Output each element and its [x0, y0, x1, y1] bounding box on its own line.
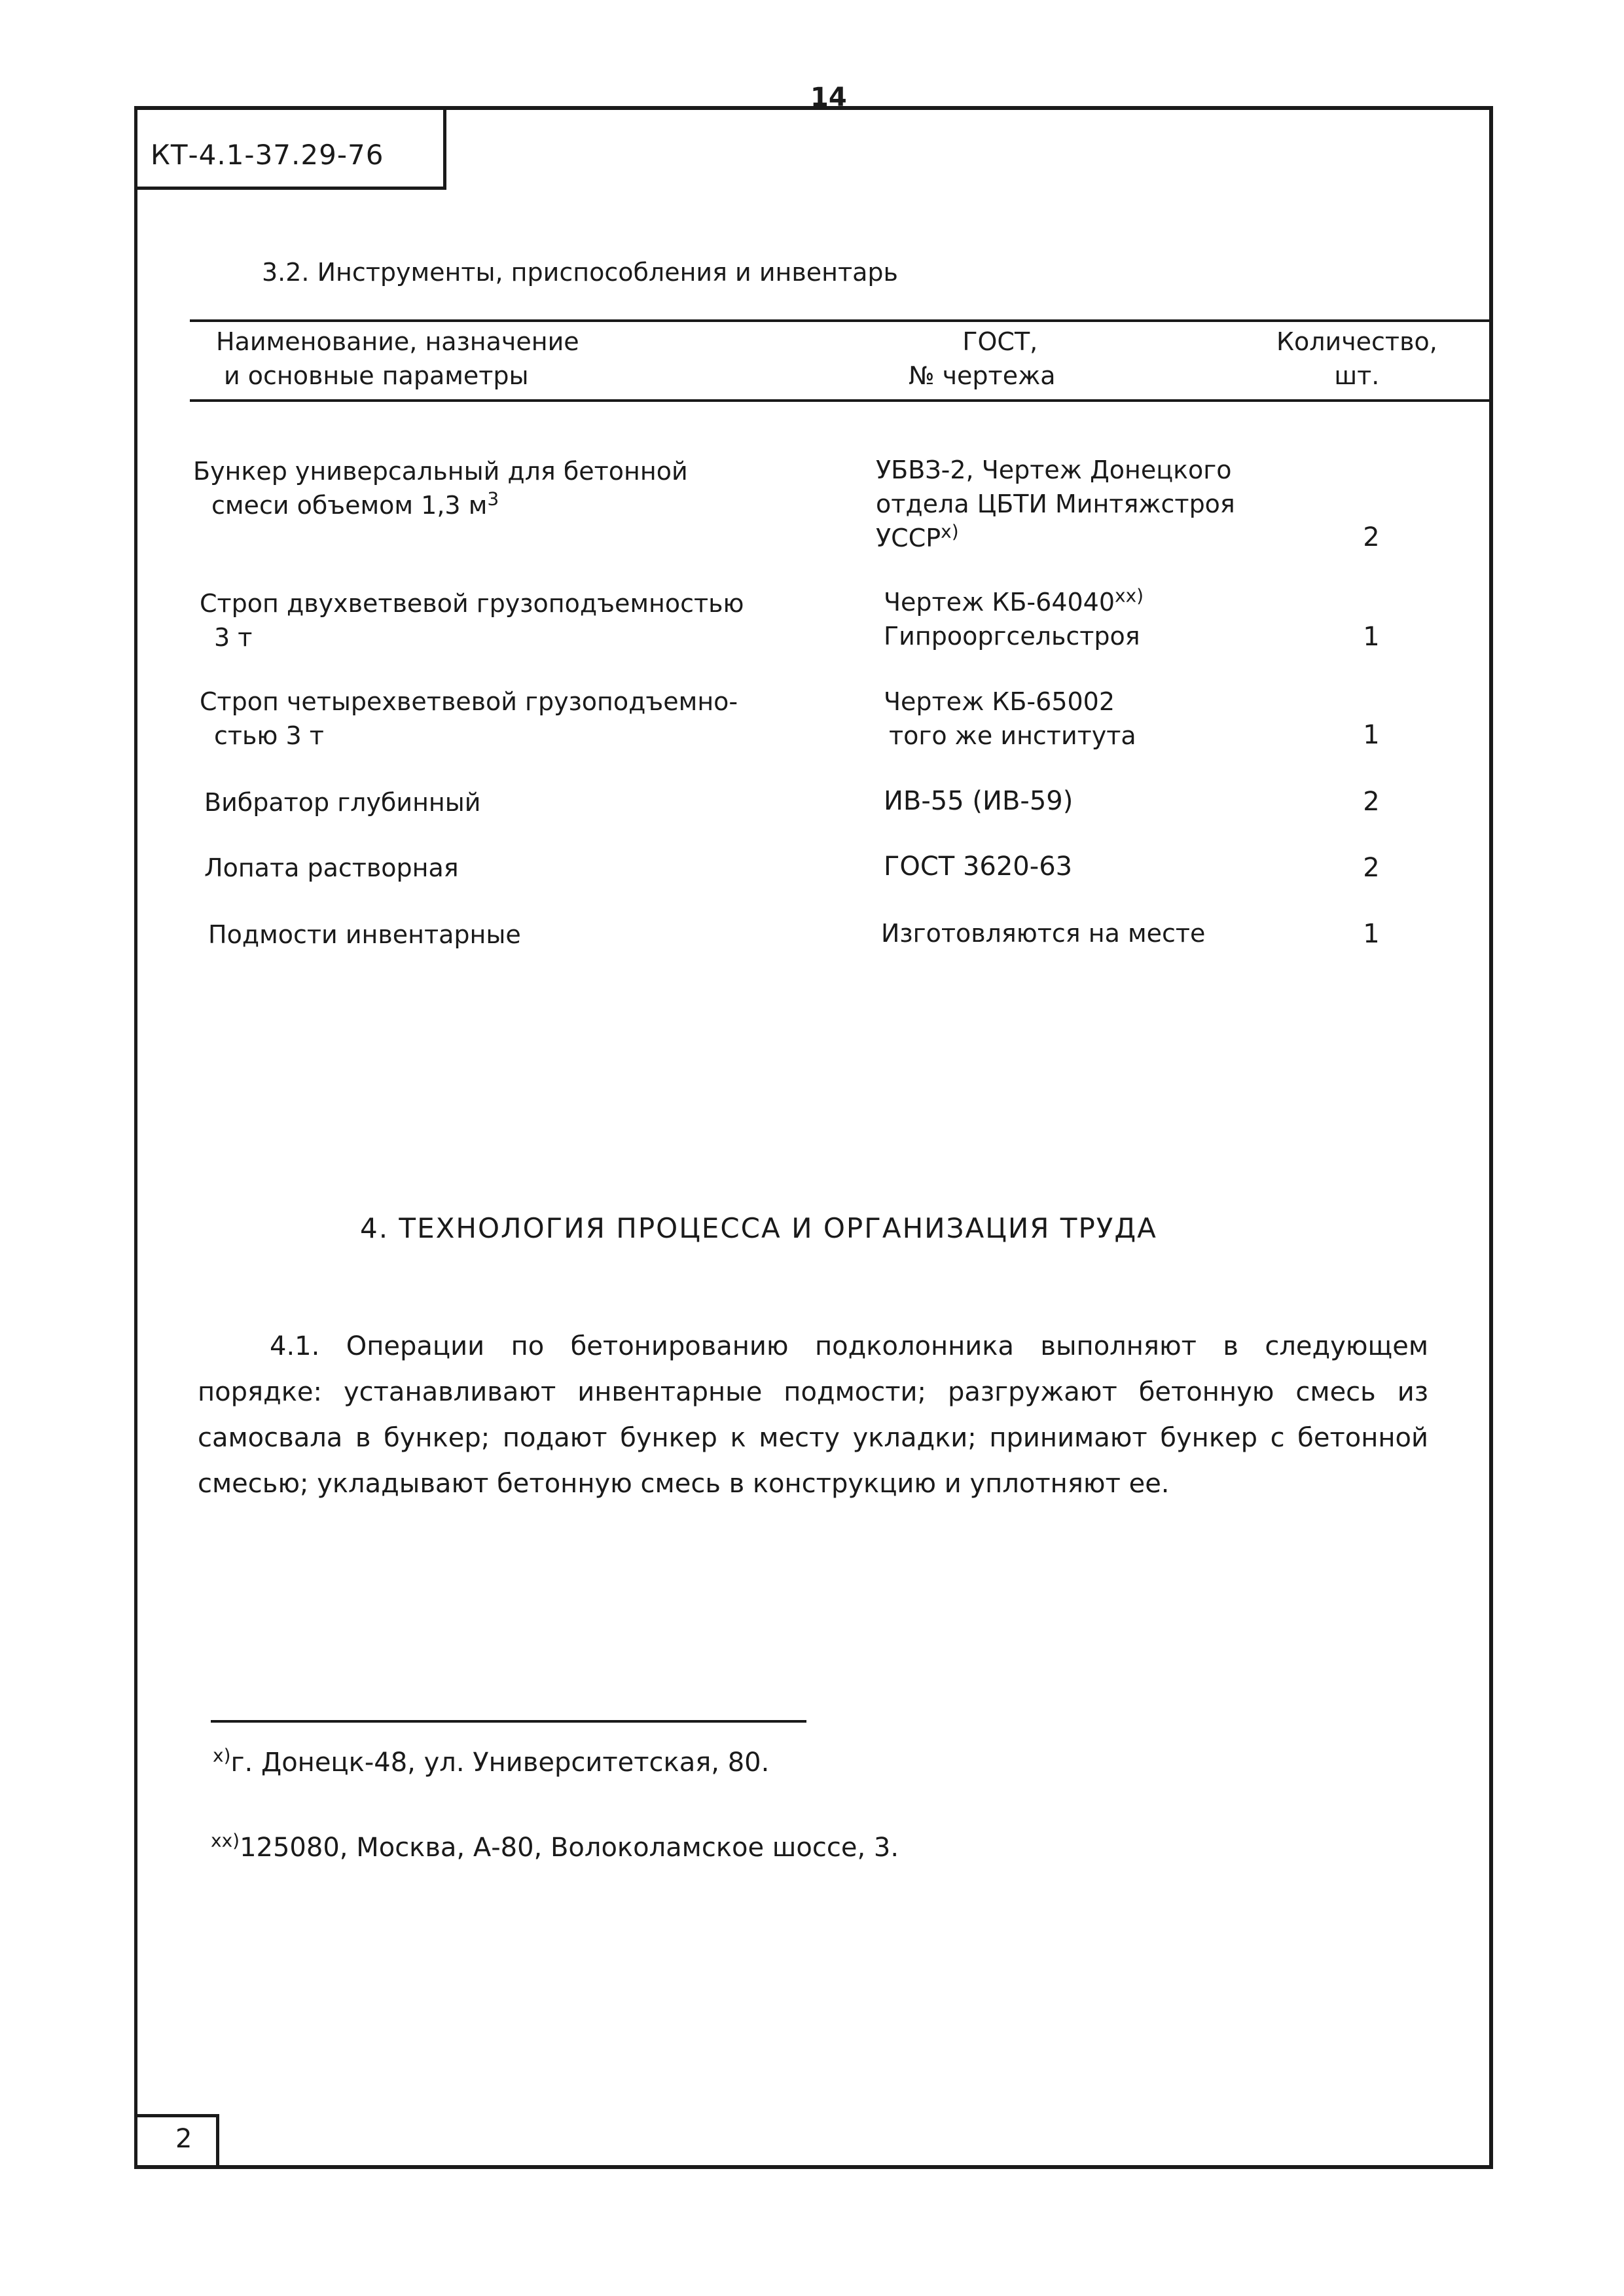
table-row-gost: Чертеж КБ-65002 того же института	[884, 687, 1136, 750]
section-3-2-heading: 3.2. Инструменты, приспособления и инвентарь	[262, 258, 898, 287]
table-row-gost: Чертеж КБ-64040$^{xx)}$ Гипрооргсельстроя	[884, 584, 1144, 651]
column-header-name: Наименование, назначение и основные параметры	[216, 327, 579, 390]
table-row-name: Строп четырехветвевой грузоподъемно- стью 3 т	[200, 687, 738, 750]
table-row-gost: Изготовляются на месте	[881, 919, 1206, 948]
table-row-qty: 2	[1363, 787, 1380, 817]
column-header-qty: Количество, шт.	[1276, 327, 1437, 390]
footnote-2: $^{xx)}$125080, Москва, А-80, Волоколамское шоссе, 3.	[211, 1829, 899, 1863]
table-row-name: Лопата растворная	[204, 853, 459, 882]
footnote-1: $^{x)}$г. Донецк-48, ул. Университетская, 80.	[213, 1744, 770, 1778]
table-row-gost: ГОСТ 3620-63	[884, 852, 1073, 882]
table-row-gost: ИВ-55 (ИВ-59)	[884, 786, 1074, 816]
table-row-name: Подмости инвентарные	[208, 920, 521, 949]
section-4-heading: 4. ТЕХНОЛОГИЯ ПРОЦЕССА И ОРГАНИЗАЦИЯ ТРУДА	[360, 1212, 1157, 1244]
frame-bottom-border	[134, 2165, 1493, 2169]
table-top-rule	[190, 319, 1489, 322]
table-row-gost: УБВЗ-2, Чертеж Донецкого отдела ЦБТИ Минтяжстроя УССР$^{x)}$	[876, 456, 1235, 552]
frame-left-border	[134, 106, 137, 2168]
table-row-name: Вибратор глубинный	[204, 788, 481, 817]
table-row-qty: 2	[1363, 522, 1380, 552]
table-header-rule	[190, 399, 1489, 402]
document-code: КТ-4.1-37.29-76	[151, 139, 384, 171]
table-row-qty: 1	[1363, 622, 1380, 652]
table-row-qty: 1	[1363, 919, 1380, 949]
table-row-qty: 1	[1363, 720, 1380, 750]
sheet-number: 2	[175, 2124, 192, 2154]
section-4-paragraph: 4.1. Операции по бетонированию подколонника выполняют в следующем порядке: устанавливают инвентарные подмости; разгружают бетонную смесь из самосвала в бункер; подают бункер к месту укладки; принимают бункер с бетонной смесью; укладывают бетонную смесь в конструкцию и уплотняют ее.	[198, 1331, 1428, 1499]
frame-right-border	[1489, 106, 1493, 2168]
column-header-gost: ГОСТ, № чертежа	[909, 327, 1056, 390]
table-row-qty: 2	[1363, 853, 1380, 883]
table-row-name: Бункер универсальный для бетонной смеси объемом 1,3 $м^3$	[193, 457, 688, 520]
page-number: 14	[810, 82, 847, 113]
table-row-name: Строп двухветвевой грузоподъемностью 3 т	[200, 589, 744, 652]
footnote-rule	[211, 1720, 806, 1723]
